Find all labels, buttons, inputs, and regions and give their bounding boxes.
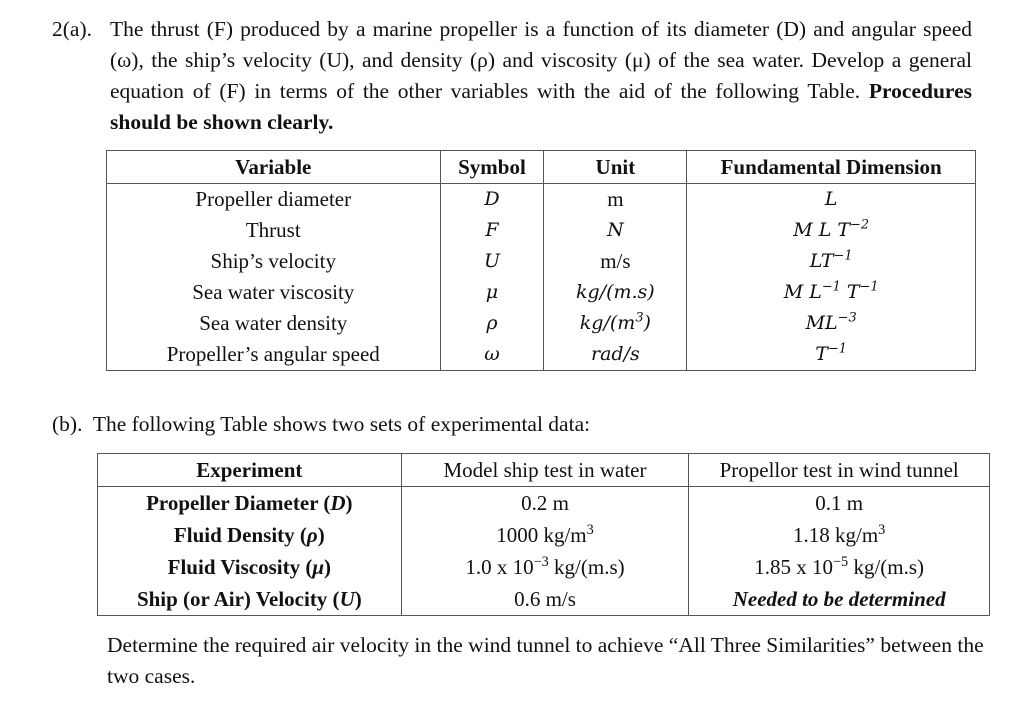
unit-close: ) [643, 312, 651, 334]
unit-cell: N [544, 215, 687, 246]
symbol-cell: ρ [440, 308, 544, 339]
question-2b-task: Determine the required air velocity in the wind tunnel to achieve “All Three Similarities” between the two cases. [107, 633, 984, 688]
dimension-exponent-a: −1 [821, 279, 841, 295]
model-value: 0.6 m/s [401, 583, 689, 616]
variables-table [106, 150, 976, 371]
model-value-exponent: −3 [533, 554, 549, 570]
variable-cell: Propeller’s angular speed [107, 339, 441, 371]
table-header-row [107, 151, 976, 184]
row-label-symbol: U [339, 587, 355, 611]
row-label-symbol: μ [312, 555, 325, 579]
question-2a-body [110, 14, 972, 138]
table-row [107, 339, 976, 371]
row-label-symbol: D [330, 491, 346, 515]
question-2b-intro [52, 409, 590, 440]
dimension-part-a: M L [783, 281, 822, 303]
row-label-text: Ship (or Air) Velocity ( [136, 587, 340, 611]
symbol-cell: ω [440, 339, 544, 371]
row-label-close: ) [317, 523, 325, 547]
question-2b-label: (b). [52, 412, 83, 436]
row-label-text: Fluid Viscosity ( [167, 555, 313, 579]
model-value-base: 1.0 x 10 [465, 555, 534, 579]
tunnel-value-base: 1.18 kg/m [793, 523, 879, 547]
dimension-base: LT [809, 250, 834, 272]
model-value-base: 1000 kg/m [496, 523, 587, 547]
question-2a-text: The thrust (F) produced by a marine propeller is a function of its diameter (D) and angular speed (ω), the ship’s velocity (U), and density (ρ) and viscosity (μ) of the sea water. Develop a general equation of (F) in terms of the other variables with the aid of the following Table. [110, 17, 972, 103]
variable-cell: Sea water viscosity [107, 277, 441, 308]
model-value: 0.2 m [401, 487, 689, 520]
unit-cell: rad/s [544, 339, 687, 371]
dimension-cell [687, 277, 976, 308]
table-row [107, 277, 976, 308]
row-label-symbol: ρ [306, 523, 318, 547]
dimension-exponent-b: −1 [859, 279, 879, 295]
dimension-cell [687, 215, 976, 246]
table-header-row [98, 454, 990, 487]
row-label-close: ) [354, 587, 362, 611]
dimension-cell [687, 339, 976, 371]
header-symbol: Symbol [440, 151, 544, 184]
model-value [401, 551, 689, 583]
header-wind-tunnel: Propellor test in wind tunnel [689, 454, 990, 487]
dimension-exponent: −3 [837, 310, 857, 326]
row-label [98, 551, 402, 583]
table-row [107, 246, 976, 277]
symbol-cell: μ [440, 277, 544, 308]
question-2a-emphasis: Procedures should be shown clearly. [110, 79, 972, 134]
tunnel-value: 0.1 m [689, 487, 990, 520]
model-value-exponent: 3 [586, 522, 594, 538]
header-dimension: Fundamental Dimension [687, 151, 976, 184]
dimension-part-b: T [840, 281, 860, 303]
dimension-exponent: −2 [850, 217, 870, 233]
model-value [401, 519, 689, 551]
symbol-cell: U [440, 246, 544, 277]
dimension-exponent: −1 [827, 341, 848, 357]
row-label [98, 519, 402, 551]
question-number: 2(a). [52, 17, 92, 41]
row-label-text: Fluid Density ( [173, 523, 307, 547]
variable-cell: Sea water density [107, 308, 441, 339]
variable-cell: Propeller diameter [107, 184, 441, 216]
table-row [98, 583, 990, 616]
table-row [98, 551, 990, 583]
tunnel-value-base: 1.85 x 10 [754, 555, 834, 579]
unit-exponent: 3 [635, 310, 644, 326]
experimental-data-table [97, 453, 990, 616]
symbol-cell: D [440, 184, 544, 216]
header-unit: Unit [544, 151, 687, 184]
dimension-cell [687, 246, 976, 277]
tunnel-value [689, 519, 990, 551]
question-2b-intro-text: The following Table shows two sets of experimental data: [92, 412, 591, 436]
tunnel-value: Needed to be determined [689, 583, 990, 616]
tunnel-value-exponent: 3 [878, 522, 886, 538]
dimension-cell [687, 308, 976, 339]
table-row [107, 308, 976, 339]
unit-cell: kg/(m.s) [544, 277, 687, 308]
unit-base: kg/(m [579, 312, 636, 334]
table-row [98, 487, 990, 520]
row-label-close: ) [345, 491, 353, 515]
header-variable: Variable [107, 151, 441, 184]
table-row [107, 215, 976, 246]
unit-cell [544, 308, 687, 339]
model-value-unit: kg/(m.s) [548, 555, 625, 579]
header-model-ship: Model ship test in water [401, 454, 689, 487]
tunnel-value [689, 551, 990, 583]
table-row [107, 184, 976, 216]
header-experiment: Experiment [98, 454, 402, 487]
variable-cell: Thrust [107, 215, 441, 246]
tunnel-value-unit: kg/(m.s) [848, 555, 925, 579]
dimension-cell: L [687, 184, 976, 216]
row-label [98, 583, 402, 616]
dimension-base: M L T [793, 219, 851, 241]
unit-cell: m [544, 184, 687, 216]
variable-cell: Ship’s velocity [107, 246, 441, 277]
row-label [98, 487, 402, 520]
symbol-cell: F [440, 215, 544, 246]
dimension-base: T [815, 343, 828, 365]
tunnel-value-exponent: −5 [833, 554, 849, 570]
dimension-exponent: −1 [833, 248, 853, 264]
row-label-text: Propeller Diameter ( [146, 491, 331, 515]
question-2a [52, 14, 972, 138]
row-label-close: ) [324, 555, 332, 579]
unit-cell: m/s [544, 246, 687, 277]
dimension-base: ML [805, 312, 838, 334]
table-row [98, 519, 990, 551]
